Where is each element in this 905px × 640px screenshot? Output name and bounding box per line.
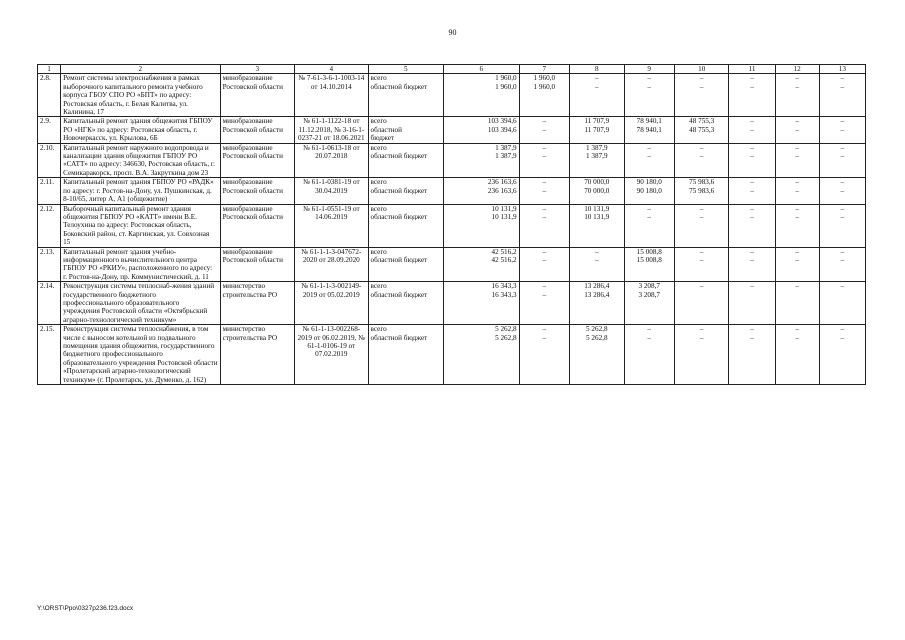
amount-cell: [674, 117, 729, 143]
amount-cell: [729, 204, 775, 247]
amount-cell: [569, 247, 624, 282]
amount-total: 1 960,0: [533, 74, 556, 83]
amount-cell: [819, 143, 865, 178]
amount-cell: [519, 204, 569, 247]
amount-cell: [519, 247, 569, 282]
amount-regional: 5 262,8: [495, 333, 517, 342]
amount-total: –: [750, 247, 754, 256]
amount-regional: –: [840, 125, 845, 134]
amount-total: –: [594, 74, 599, 83]
amount-total: –: [840, 204, 845, 213]
amount-cell: [624, 74, 674, 117]
amount-total: –: [542, 204, 547, 213]
amount-total: –: [699, 325, 704, 334]
source-regional: областной бюджет: [370, 333, 428, 342]
amount-cell: [624, 247, 674, 282]
financing-source: [368, 325, 444, 385]
amount-total: –: [542, 178, 547, 187]
amount-total: –: [795, 178, 799, 187]
expertise-doc: № 61-1-1-3-002149-2019 от 05.02.2019: [295, 282, 368, 325]
amount-regional: –: [542, 125, 547, 134]
amount-total: –: [699, 143, 704, 152]
amount-cell: [775, 143, 819, 178]
amount-cell: [519, 282, 569, 325]
amount-regional: 103 394,6: [487, 125, 517, 134]
amount-regional: –: [840, 212, 845, 221]
amount-total: 1 387,9: [585, 143, 608, 152]
row-number: 2.9.: [38, 117, 61, 143]
expertise-doc: № 7-61-3-6-1-1003-14 от 14.10.2014: [295, 74, 368, 117]
amount-cell: [444, 204, 520, 247]
amount-cell: [519, 74, 569, 117]
amount-regional: –: [699, 255, 704, 264]
amount-cell: [569, 178, 624, 204]
amount-cell: [819, 74, 865, 117]
amount-cell: [519, 143, 569, 178]
amount-regional: –: [542, 255, 547, 264]
object-name: Капитальный ремонт здания ГБПОУ РО «РАДК» по адресу: г. Ростов-на-Дону, ул. Пушкинская, д. 8-10/65, литер А, А1 (общежитие): [61, 178, 221, 204]
amount-cell: [519, 325, 569, 385]
row-number: 2.15.: [38, 325, 61, 385]
table-row: [38, 282, 866, 325]
amount-regional: –: [647, 212, 652, 221]
amount-cell: [674, 282, 729, 325]
amount-regional: 75 983,6: [689, 186, 715, 195]
amount-regional: 78 940,1: [636, 125, 662, 134]
amount-regional: –: [699, 212, 704, 221]
amount-regional: 70 000,0: [584, 186, 610, 195]
amount-total: 1 387,9: [495, 143, 517, 152]
amount-total: –: [542, 282, 547, 291]
source-total: всего: [370, 74, 387, 83]
amount-regional: –: [594, 82, 599, 91]
amount-total: –: [840, 247, 845, 256]
amount-regional: 48 755,3: [689, 125, 715, 134]
amount-regional: –: [795, 82, 799, 91]
amount-total: –: [594, 247, 599, 256]
financing-source: [368, 282, 444, 325]
amount-cell: [819, 282, 865, 325]
table-row: [38, 117, 866, 143]
amount-cell: [444, 178, 520, 204]
table-row: [38, 247, 866, 282]
amount-cell: [729, 74, 775, 117]
amount-cell: [729, 325, 775, 385]
amount-total: 16 343,3: [491, 282, 517, 291]
amount-regional: 13 286,4: [584, 290, 610, 299]
budget-table: [37, 64, 866, 385]
amount-regional: –: [750, 186, 754, 195]
responsible-org: минобразование Ростовской области: [220, 74, 295, 117]
table-row: [38, 143, 866, 178]
amount-total: –: [699, 204, 704, 213]
amount-regional: –: [750, 82, 754, 91]
financing-source: [368, 178, 444, 204]
amount-cell: [674, 74, 729, 117]
table-row: [38, 74, 866, 117]
responsible-org: минобразование Ростовской области: [220, 247, 295, 282]
expertise-doc: № 61-1-1122-18 от 11.12.2018, № 3-16-1-0237-21 от 18.06.2021: [295, 117, 368, 143]
amount-regional: –: [795, 255, 799, 264]
financing-source: [368, 247, 444, 282]
amount-cell: [569, 74, 624, 117]
amount-cell: [444, 74, 520, 117]
amount-cell: [775, 74, 819, 117]
amount-cell: [674, 178, 729, 204]
source-regional: областной: [370, 125, 402, 134]
expertise-doc: № 61-1-0613-18 от 20.07.2018: [295, 143, 368, 178]
amount-cell: [624, 325, 674, 385]
amount-cell: [819, 178, 865, 204]
amount-cell: [775, 282, 819, 325]
table-row: [38, 178, 866, 204]
financing-source: [368, 74, 444, 117]
amount-regional: –: [795, 212, 799, 221]
amount-regional: –: [699, 82, 704, 91]
row-number: 2.10.: [38, 143, 61, 178]
amount-regional: –: [647, 82, 652, 91]
amount-total: 42 516,2: [491, 247, 517, 256]
expertise-doc: № 61-1-0381-19 от 30.04.2019: [295, 178, 368, 204]
amount-total: –: [795, 247, 799, 256]
amount-cell: [674, 204, 729, 247]
row-number: 2.14.: [38, 282, 61, 325]
amount-cell: [819, 247, 865, 282]
object-name: Капитальный ремонт здания общежития ГБПОУ РО «НГК» по адресу: Ростовская область, г. Новочеркасск, ул. Крылова, 6Б: [61, 117, 221, 143]
amount-regional: –: [750, 255, 754, 264]
row-number: 2.12.: [38, 204, 61, 247]
amount-total: 75 983,6: [689, 178, 715, 187]
object-name: Выборочный капитальный ремонт здания общежития ГБПОУ РО «КАТТ» имени В.Е. Телоухина по адресу: Ростовская область, Боковский район, ст. Каргинская, ул. Совхозная 15: [61, 204, 221, 247]
amount-cell: [624, 143, 674, 178]
amount-total: –: [840, 178, 845, 187]
source-total: всего: [370, 204, 387, 213]
amount-regional: 10 131,9: [584, 212, 610, 221]
source-total: всего: [370, 282, 387, 291]
responsible-org: министерство строительства РО: [220, 282, 295, 325]
amount-total: –: [840, 143, 845, 152]
amount-regional: –: [750, 333, 754, 342]
amount-total: –: [795, 143, 799, 152]
amount-cell: [775, 247, 819, 282]
amount-regional: –: [542, 212, 547, 221]
amount-cell: [569, 204, 624, 247]
header-cell: 2: [61, 65, 221, 74]
object-name: Реконструкция системы теплоснаб-жения зданий государственного бюджетного профессионального образовательного учреждения Ростовской области «Октябрьский аграрно-технологический техникум»: [61, 282, 221, 325]
amount-total: 11 707,9: [584, 117, 610, 126]
amount-total: –: [699, 74, 704, 83]
amount-total: 48 755,3: [689, 117, 715, 126]
amount-total: –: [542, 143, 547, 152]
table-row: [38, 204, 866, 247]
amount-regional: –: [840, 255, 845, 264]
amount-regional: 42 516,2: [491, 255, 517, 264]
amount-regional: 16 343,3: [491, 290, 517, 299]
amount-total: 236 163,6: [487, 178, 517, 187]
amount-cell: [674, 247, 729, 282]
amount-cell: [775, 325, 819, 385]
amount-total: 103 394,6: [487, 117, 517, 126]
amount-total: –: [542, 325, 547, 334]
amount-regional: –: [542, 290, 547, 299]
amount-regional: –: [699, 152, 704, 161]
source-total: всего: [370, 247, 387, 256]
row-number: 2.8.: [38, 74, 61, 117]
source-regional: областной бюджет: [370, 212, 428, 221]
expertise-doc: № 61-1-1-3-047672-2020 от 28.09.2020: [295, 247, 368, 282]
amount-cell: [569, 143, 624, 178]
amount-regional: –: [542, 333, 547, 342]
amount-cell: [624, 178, 674, 204]
amount-regional: –: [840, 82, 845, 91]
amount-regional: –: [840, 333, 845, 342]
source-regional: областной бюджет: [370, 152, 428, 161]
amount-total: –: [750, 74, 754, 83]
amount-total: –: [795, 74, 799, 83]
amount-total: 13 286,4: [584, 282, 610, 291]
amount-regional: –: [795, 333, 799, 342]
header-cell: 3: [220, 65, 295, 74]
amount-cell: [624, 117, 674, 143]
amount-total: 1 960,0: [495, 74, 517, 83]
amount-total: –: [542, 247, 547, 256]
header-cell: 10: [674, 65, 729, 74]
header-cell: 7: [519, 65, 569, 74]
amount-total: 5 262,8: [495, 325, 517, 334]
financing-source: [368, 117, 444, 143]
amount-regional: –: [750, 282, 754, 291]
amount-regional: –: [750, 125, 754, 134]
responsible-org: минобразование Ростовской области: [220, 117, 295, 143]
header-cell: 11: [729, 65, 775, 74]
file-path-footer: Y:\ORST\Ppo\0327p236.f23.docx: [37, 605, 134, 612]
amount-regional: 1 387,9: [495, 152, 517, 161]
amount-regional: –: [840, 282, 845, 291]
header-cell: 5: [368, 65, 444, 74]
responsible-org: минобразование Ростовской области: [220, 143, 295, 178]
responsible-org: министерство строительства РО: [220, 325, 295, 385]
amount-total: –: [840, 325, 845, 334]
financing-source: [368, 143, 444, 178]
source-regional: областной бюджет: [370, 186, 428, 195]
amount-regional: –: [542, 152, 547, 161]
amount-regional: –: [840, 186, 845, 195]
source-total: всего: [370, 143, 387, 152]
amount-total: 10 131,9: [584, 204, 610, 213]
amount-total: –: [840, 117, 845, 126]
amount-regional: 1 960,0: [495, 82, 517, 91]
amount-total: 70 000,0: [584, 178, 610, 187]
amount-cell: [729, 282, 775, 325]
amount-total: –: [699, 247, 704, 256]
header-cell: 12: [775, 65, 819, 74]
object-name: Капитальный ремонт здания учебно-информационного вычислительного центра ГБПОУ РО «РКИУ», расположенного по адресу: г. Ростов-на-Дону, пр. Коммунистический, д. 11: [61, 247, 221, 282]
amount-regional: –: [795, 186, 799, 195]
amount-regional: –: [795, 282, 799, 291]
amount-cell: [569, 282, 624, 325]
row-number: 2.11.: [38, 178, 61, 204]
header-cell: 8: [569, 65, 624, 74]
amount-regional: 10 131,9: [491, 212, 517, 221]
responsible-org: минобразование Ростовской области: [220, 204, 295, 247]
financing-source: [368, 204, 444, 247]
amount-total: –: [750, 117, 754, 126]
responsible-org: минобразование Ростовской области: [220, 178, 295, 204]
header-cell: 9: [624, 65, 674, 74]
amount-total: –: [795, 117, 799, 126]
amount-total: –: [840, 74, 845, 83]
amount-total: –: [647, 204, 652, 213]
amount-regional: –: [594, 255, 599, 264]
amount-regional: –: [840, 152, 845, 161]
amount-cell: [775, 117, 819, 143]
header-cell: 13: [819, 65, 865, 74]
header-cell: 1: [38, 65, 61, 74]
source-total: всего: [370, 178, 387, 187]
amount-total: –: [750, 143, 754, 152]
expertise-doc: № 61-1-13-002268-2019 от 06.02.2019, № 61-1-0106-19 от 07.02.2019: [295, 325, 368, 385]
amount-total: 10 131,9: [491, 204, 517, 213]
amount-total: –: [795, 325, 799, 334]
source-regional: областной бюджет: [370, 290, 428, 299]
object-name: Ремонт системы электроснабжения в рамках выборочного капитального ремонта учебного корпуса ГБОУ СПО РО «БПТ» по адресу: Ростовская область, г. Белая Калитва, ул. Калинина, 17: [61, 74, 221, 117]
amount-total: –: [647, 74, 652, 83]
amount-cell: [519, 178, 569, 204]
amount-cell: [775, 204, 819, 247]
expertise-doc: № 61-1-0551-19 от 14.06.2019: [295, 204, 368, 247]
amount-cell: [624, 282, 674, 325]
amount-regional: –: [647, 333, 652, 342]
amount-cell: [819, 117, 865, 143]
amount-regional: –: [542, 186, 547, 195]
amount-cell: [674, 143, 729, 178]
header-cell: 4: [295, 65, 368, 74]
amount-cell: [444, 282, 520, 325]
source-regional: областной бюджет: [370, 82, 428, 91]
amount-cell: [444, 143, 520, 178]
amount-regional: 5 262,8: [585, 333, 608, 342]
header-cell: 6: [444, 65, 520, 74]
amount-cell: [729, 117, 775, 143]
amount-cell: [519, 117, 569, 143]
amount-regional: 11 707,9: [584, 125, 610, 134]
amount-total: –: [647, 143, 652, 152]
amount-total: 15 008,8: [636, 247, 662, 256]
amount-cell: [819, 325, 865, 385]
amount-total: –: [750, 204, 754, 213]
amount-cell: [569, 117, 624, 143]
amount-total: 78 940,1: [636, 117, 662, 126]
source-regional-cont: бюджет: [370, 134, 395, 143]
amount-regional: –: [750, 152, 754, 161]
amount-regional: 236 163,6: [487, 186, 517, 195]
amount-total: 90 180,0: [636, 178, 662, 187]
amount-cell: [569, 325, 624, 385]
object-name: Реконструкция системы теплоснабжения, в том числе с выносом котельной из подвального помещения здания общежития, государственного бюджетного профессионального образовательного учреждения Ростовской области «Пролетарский аграрно-технологический техникум» (г. Пролетарск, ул. Думенко, д. 162): [61, 325, 221, 385]
amount-cell: [444, 117, 520, 143]
amount-cell: [729, 143, 775, 178]
header-row: [38, 65, 866, 74]
amount-cell: [729, 178, 775, 204]
amount-regional: 3 208,7: [638, 290, 660, 299]
amount-cell: [444, 247, 520, 282]
amount-cell: [775, 178, 819, 204]
amount-regional: 15 008,8: [636, 255, 662, 264]
amount-regional: 90 180,0: [636, 186, 662, 195]
amount-regional: –: [750, 212, 754, 221]
object-name: Капитальный ремонт наружного водопровода и канализации здания общежития ГБПОУ РО «САТТ» по адресу: 346630, Ростовская область, г. Семикаракорск, просп. В.А. Закруткина дом 23: [61, 143, 221, 178]
page-number: 90: [448, 28, 457, 37]
amount-regional: –: [647, 152, 652, 161]
source-total: всего: [370, 117, 387, 126]
amount-cell: [729, 247, 775, 282]
amount-regional: –: [699, 333, 704, 342]
amount-cell: [819, 204, 865, 247]
amount-total: –: [750, 178, 754, 187]
amount-regional: 1 387,9: [585, 152, 608, 161]
amount-cell: [444, 325, 520, 385]
amount-total: –: [795, 204, 799, 213]
amount-cell: [674, 325, 729, 385]
table-row: [38, 325, 866, 385]
amount-regional: –: [699, 282, 704, 291]
amount-regional: –: [795, 125, 799, 134]
amount-regional: 1 960,0: [533, 82, 556, 91]
amount-total: 3 208,7: [638, 282, 660, 291]
amount-total: –: [647, 325, 652, 334]
amount-cell: [624, 204, 674, 247]
amount-total: –: [542, 117, 547, 126]
row-number: 2.13.: [38, 247, 61, 282]
amount-total: 5 262,8: [585, 325, 608, 334]
amount-total: –: [750, 325, 754, 334]
source-total: всего: [370, 325, 387, 334]
amount-regional: –: [795, 152, 799, 161]
source-regional: областной бюджет: [370, 255, 428, 264]
